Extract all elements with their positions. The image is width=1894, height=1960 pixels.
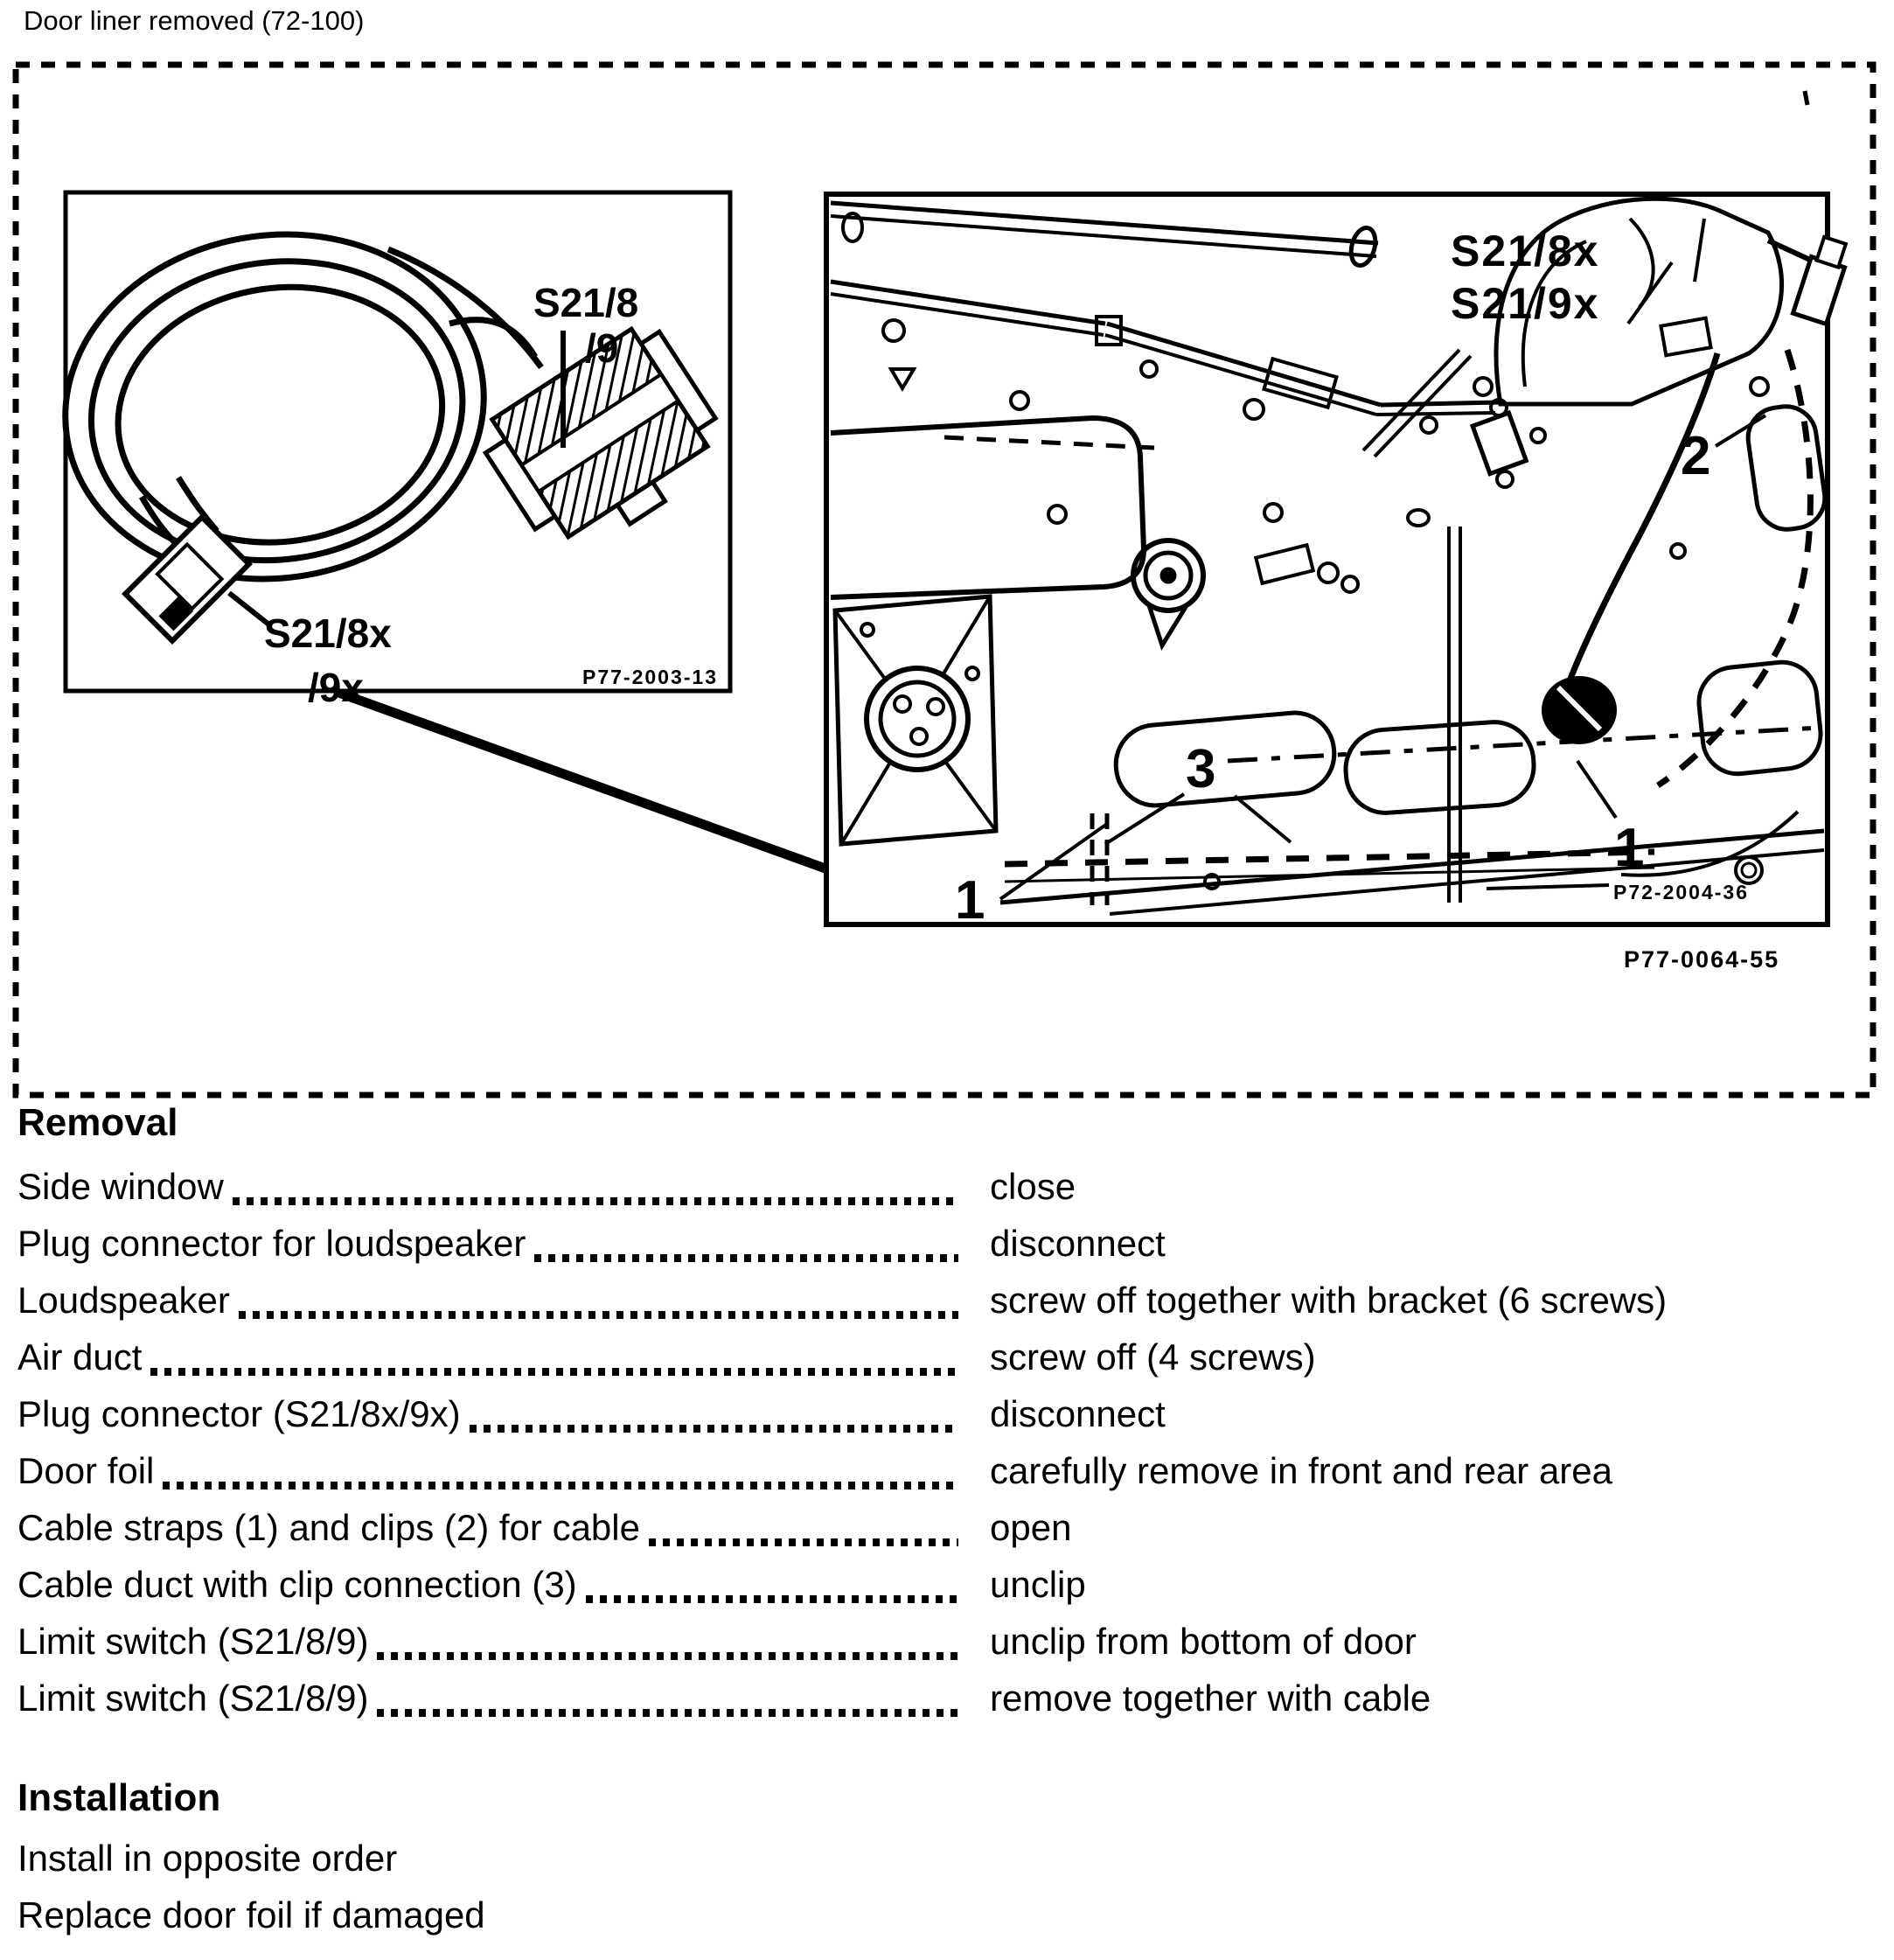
dotted-leader — [649, 1538, 958, 1546]
step-action: screw off (4 screws) — [990, 1336, 1316, 1378]
step-action: disconnect — [990, 1393, 1166, 1434]
inset-leader-line — [341, 694, 895, 904]
page-title: Door liner removed (72-100) — [24, 5, 365, 36]
step-action: unclip from bottom of door — [990, 1621, 1417, 1662]
callout-2: 2 — [1681, 426, 1711, 486]
panel-label-s21-8x: S21/8x — [1451, 227, 1600, 276]
removal-step-row — [17, 1670, 1877, 1726]
panel-part-number: P72-2004-36 — [1613, 881, 1749, 903]
inset-part-number: P77-2003-13 — [582, 666, 718, 688]
step-item: Limit switch (S21/8/9) — [17, 1621, 369, 1662]
removal-step-row — [17, 1385, 1877, 1442]
step-action: remove together with cable — [990, 1678, 1431, 1719]
callout-3: 3 — [1186, 739, 1216, 799]
removal-step-row — [17, 1499, 1877, 1556]
removal-step-row — [17, 1556, 1877, 1613]
dotted-leader — [239, 1311, 958, 1319]
removal-step-row — [17, 1158, 1877, 1215]
inset-label-9: /9 — [585, 325, 619, 371]
removal-section — [17, 1100, 1877, 1726]
callout-1-left: 1 — [955, 870, 985, 931]
figure-diagram — [12, 61, 1877, 1099]
removal-step-row — [17, 1272, 1877, 1329]
step-item: Door foil — [17, 1450, 155, 1491]
step-action: open — [990, 1507, 1072, 1548]
dotted-leader — [534, 1254, 958, 1262]
dotted-leader — [150, 1368, 958, 1376]
figure-area — [12, 61, 1877, 1099]
dotted-leader — [377, 1709, 958, 1717]
dotted-leader — [233, 1197, 958, 1205]
removal-step-row — [17, 1613, 1877, 1670]
inset-switch-cable-diagram — [43, 192, 738, 710]
step-action: carefully remove in front and rear area — [990, 1450, 1613, 1491]
step-item: Plug connector (S21/8x/9x) — [17, 1393, 461, 1434]
dotted-leader — [377, 1652, 958, 1660]
dotted-leader — [163, 1482, 958, 1489]
step-item: Air duct — [17, 1336, 143, 1378]
inset-label-s21-8x: S21/8x — [264, 610, 392, 656]
figure-number: P77-0064-55 — [1624, 946, 1780, 973]
dotted-leader — [470, 1425, 958, 1433]
stray-mark — [1805, 91, 1807, 105]
step-item: Plug connector for loudspeaker — [17, 1223, 526, 1264]
removal-step-row — [17, 1215, 1877, 1272]
panel-label-s21-9x: S21/9x — [1451, 279, 1600, 328]
inset-label-s21-8: S21/8 — [533, 280, 639, 325]
installation-note: Install in opposite order — [17, 1838, 398, 1879]
door-panel-diagram — [826, 194, 1852, 931]
inset-label-9x: /9x — [308, 665, 364, 710]
step-action: screw off together with bracket (6 screws) — [990, 1280, 1668, 1321]
step-action: disconnect — [990, 1223, 1166, 1264]
step-action: close — [990, 1166, 1076, 1207]
step-action: unclip — [990, 1564, 1086, 1605]
installation-heading: Installation — [17, 1776, 221, 1819]
removal-step-row — [17, 1329, 1877, 1385]
removal-step-row — [17, 1442, 1877, 1499]
dotted-leader — [586, 1595, 958, 1603]
installation-note: Replace door foil if damaged — [17, 1894, 485, 1936]
removal-heading: Removal — [17, 1101, 178, 1144]
step-item: Loudspeaker — [17, 1280, 230, 1321]
callout-1-right: 1 — [1614, 818, 1645, 878]
step-item: Cable duct with clip connection (3) — [17, 1564, 577, 1605]
step-item: Cable straps (1) and clips (2) for cable — [17, 1507, 640, 1548]
step-item: Limit switch (S21/8/9) — [17, 1678, 369, 1719]
step-item: Side window — [17, 1166, 224, 1207]
installation-section — [17, 1775, 1877, 1943]
